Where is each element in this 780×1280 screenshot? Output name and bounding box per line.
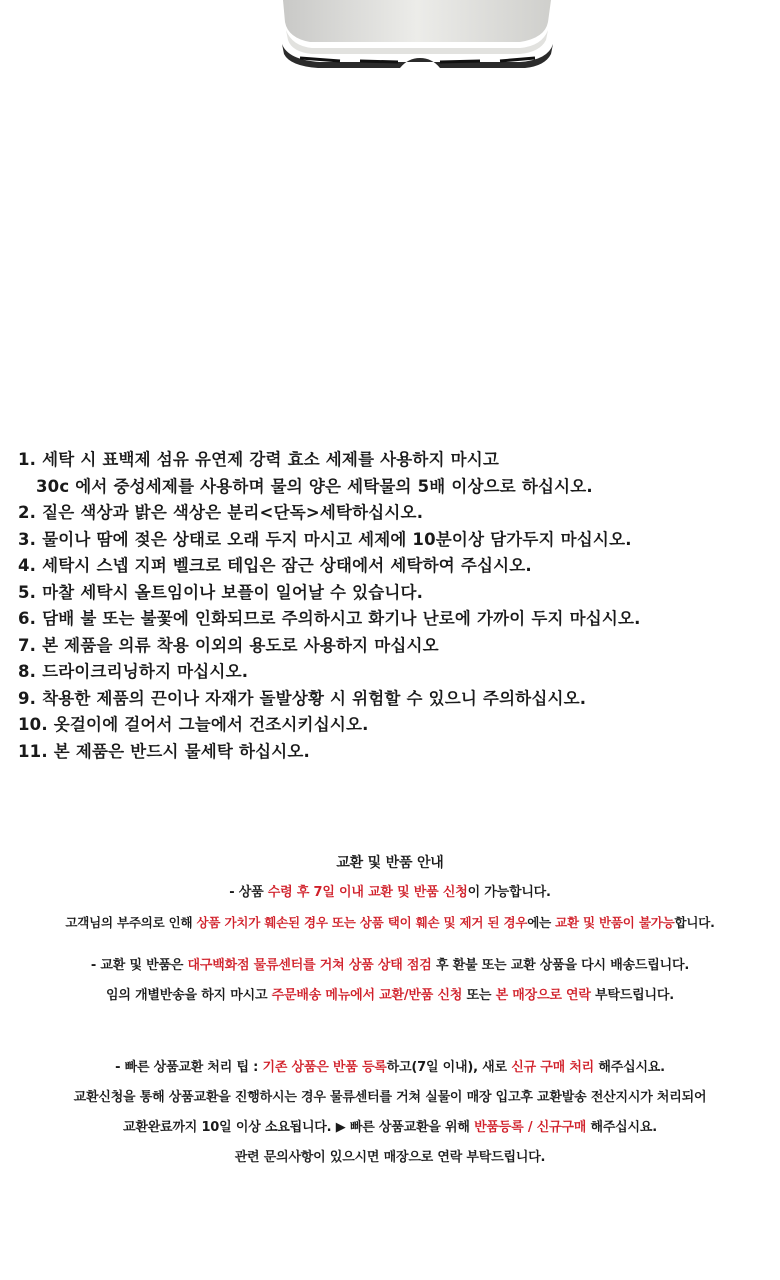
guide-highlight: 반품등록 / 신규구매: [474, 1120, 587, 1135]
guide-text: 교환신청을 통해 상품교환을 진행하시는 경우 물류센터를 거쳐 실물이 매장 입고후 교환발송 전산지시가 처리되어: [73, 1090, 707, 1105]
care-item: 2. 짙은 색상과 밝은 색상은 분리<단독>세탁하십시오.: [18, 503, 424, 522]
guide-line: [0, 1053, 780, 1083]
guide-text: 에는: [527, 915, 556, 930]
guide-highlight: 상품 가치가 훼손된 경우 또는 상품 택이 훼손 및 제거 된 경우: [196, 915, 528, 930]
care-item: 6. 담배 불 또는 불꽃에 인화되므로 주의하시고 화기나 난로에 가까이 두지 마십시오.: [18, 609, 641, 628]
guide-text: 또는: [462, 988, 496, 1003]
care-item: 9. 착용한 제품의 끈이나 자재가 돌발상황 시 위험할 수 있으니 주의하십시오.: [18, 688, 587, 708]
care-item: 8. 드라이크리닝하지 마십시오.: [18, 662, 249, 681]
guide-text: 해주십시요.: [586, 1120, 657, 1135]
guide-line: [0, 1083, 780, 1113]
guide-text: 부탁드립니다.: [590, 988, 674, 1003]
shoe-sole-photo: [0, 0, 780, 80]
guide-text: 해주십시요.: [594, 1060, 665, 1075]
guide-line: [0, 908, 780, 938]
guide-text: 합니다.: [674, 915, 715, 930]
guide-text: 고객님의 부주의로 인해: [65, 915, 197, 930]
guide-highlight: 대구백화점 물류센터를 거쳐 상품 상태 점검: [187, 958, 432, 973]
exchange-return-guide: [0, 848, 780, 1173]
guide-text: 후 환불 또는 교환 상품을 다시 배송드립니다.: [431, 958, 690, 973]
care-item: 5. 마찰 세탁시 올트임이나 보플이 일어날 수 있습니다.: [18, 582, 424, 602]
guide-line: [0, 981, 780, 1011]
guide-title: 교환 및 반품 안내: [336, 855, 444, 871]
guide-text: - 교환 및 반품은: [90, 958, 188, 973]
guide-highlight: 본 매장으로 연락: [495, 988, 591, 1003]
guide-line: [0, 1113, 780, 1143]
guide-text: 하고(7일 이내), 새로: [386, 1060, 512, 1075]
care-item: 3. 물이나 땀에 젖은 상태로 오래 두지 마시고 세제에 10분이상 담가두지 마십시오.: [18, 529, 632, 549]
guide-highlight: 수령 후 7일 이내 교환 및 반품 신청: [267, 885, 468, 900]
guide-line: [0, 878, 780, 908]
guide-highlight: 주문배송 메뉴에서 교환/반품 신청: [271, 988, 463, 1003]
care-item: 11. 본 제품은 반드시 물세탁 하십시오.: [18, 741, 310, 761]
guide-highlight: 기존 상품은 반품 등록: [262, 1060, 387, 1075]
guide-text: 이 가능합니다.: [467, 885, 551, 900]
care-item: 30c 에서 중성세제를 사용하며 물의 양은 세탁물의 5배 이상으로 하십시오.: [36, 476, 593, 496]
guide-text: - 빠른 상품교환 처리 팁 :: [115, 1060, 263, 1075]
guide-text: 임의 개별반송을 하지 마시고: [106, 988, 272, 1003]
guide-text: - 상품: [229, 885, 268, 900]
guide-text: 교환완료까지 10일 이상 소요됩니다. ▶ 빠른 상품교환을 위해: [122, 1120, 475, 1135]
care-item: 1. 세탁 시 표백제 섬유 유연제 강력 효소 세제를 사용하지 마시고: [18, 450, 500, 469]
care-instructions: [18, 447, 768, 765]
guide-highlight: 신규 구매 처리: [511, 1060, 595, 1075]
guide-line: [0, 1143, 780, 1173]
care-item: 10. 옷걸이에 걸어서 그늘에서 건조시키십시오.: [18, 715, 369, 734]
guide-text: 관련 문의사항이 있으시면 매장으로 연락 부탁드립니다.: [234, 1150, 546, 1165]
guide-line: [0, 951, 780, 981]
care-item: 7. 본 제품을 의류 착용 이외의 용도로 사용하지 마십시오: [18, 635, 439, 655]
guide-highlight: 교환 및 반품이 불가능: [555, 915, 675, 930]
care-item: 4. 세탁시 스넵 지퍼 벨크로 테입은 잠근 상태에서 세탁하여 주십시오.: [18, 556, 532, 575]
